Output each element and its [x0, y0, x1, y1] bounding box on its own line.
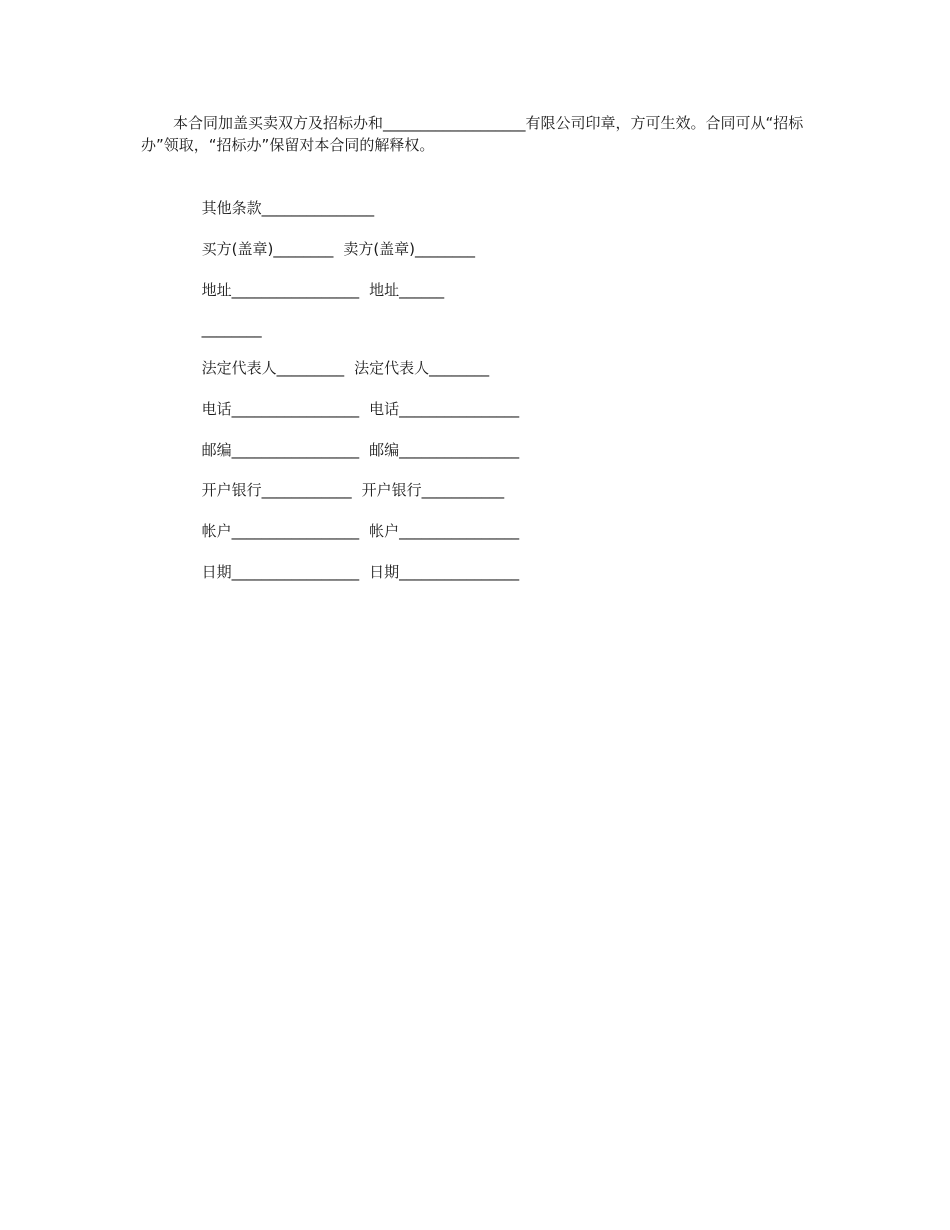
- buyer-address-field: 地址_________________: [201, 281, 360, 299]
- seller-representative-field: 法定代表人________: [354, 359, 490, 377]
- date-line: [173, 539, 519, 605]
- buyer-stamp-field: 买方(盖章)________: [201, 240, 334, 258]
- seller-postcode-field: 邮编________________: [369, 441, 520, 459]
- validity-paragraph: 本合同加盖买卖双方及招标办和___________________有限公司印章，方可生效。合同可从“招标办”领取，“招标办”保留对本合同的解释权。: [141, 114, 804, 154]
- address-continuation-field: ________: [201, 320, 262, 338]
- seller-stamp-field: 卖方(盖章)________: [343, 240, 476, 258]
- seller-phone-field: 电话________________: [369, 400, 520, 418]
- contract-body: [141, 112, 806, 581]
- buyer-account-field: 帐户_________________: [201, 522, 360, 540]
- buyer-date-field: 日期_________________: [201, 563, 360, 581]
- seller-date-field: 日期________________: [369, 563, 520, 581]
- seller-address-field: 地址______: [369, 281, 445, 299]
- buyer-representative-field: 法定代表人_________: [201, 359, 345, 377]
- buyer-postcode-field: 邮编_________________: [201, 441, 360, 459]
- buyer-bank-field: 开户银行____________: [201, 481, 352, 499]
- other-terms-field: 其他条款_______________: [201, 199, 375, 217]
- seller-bank-field: 开户银行___________: [361, 481, 505, 499]
- seller-account-field: 帐户________________: [369, 522, 520, 540]
- buyer-phone-field: 电话_________________: [201, 400, 360, 418]
